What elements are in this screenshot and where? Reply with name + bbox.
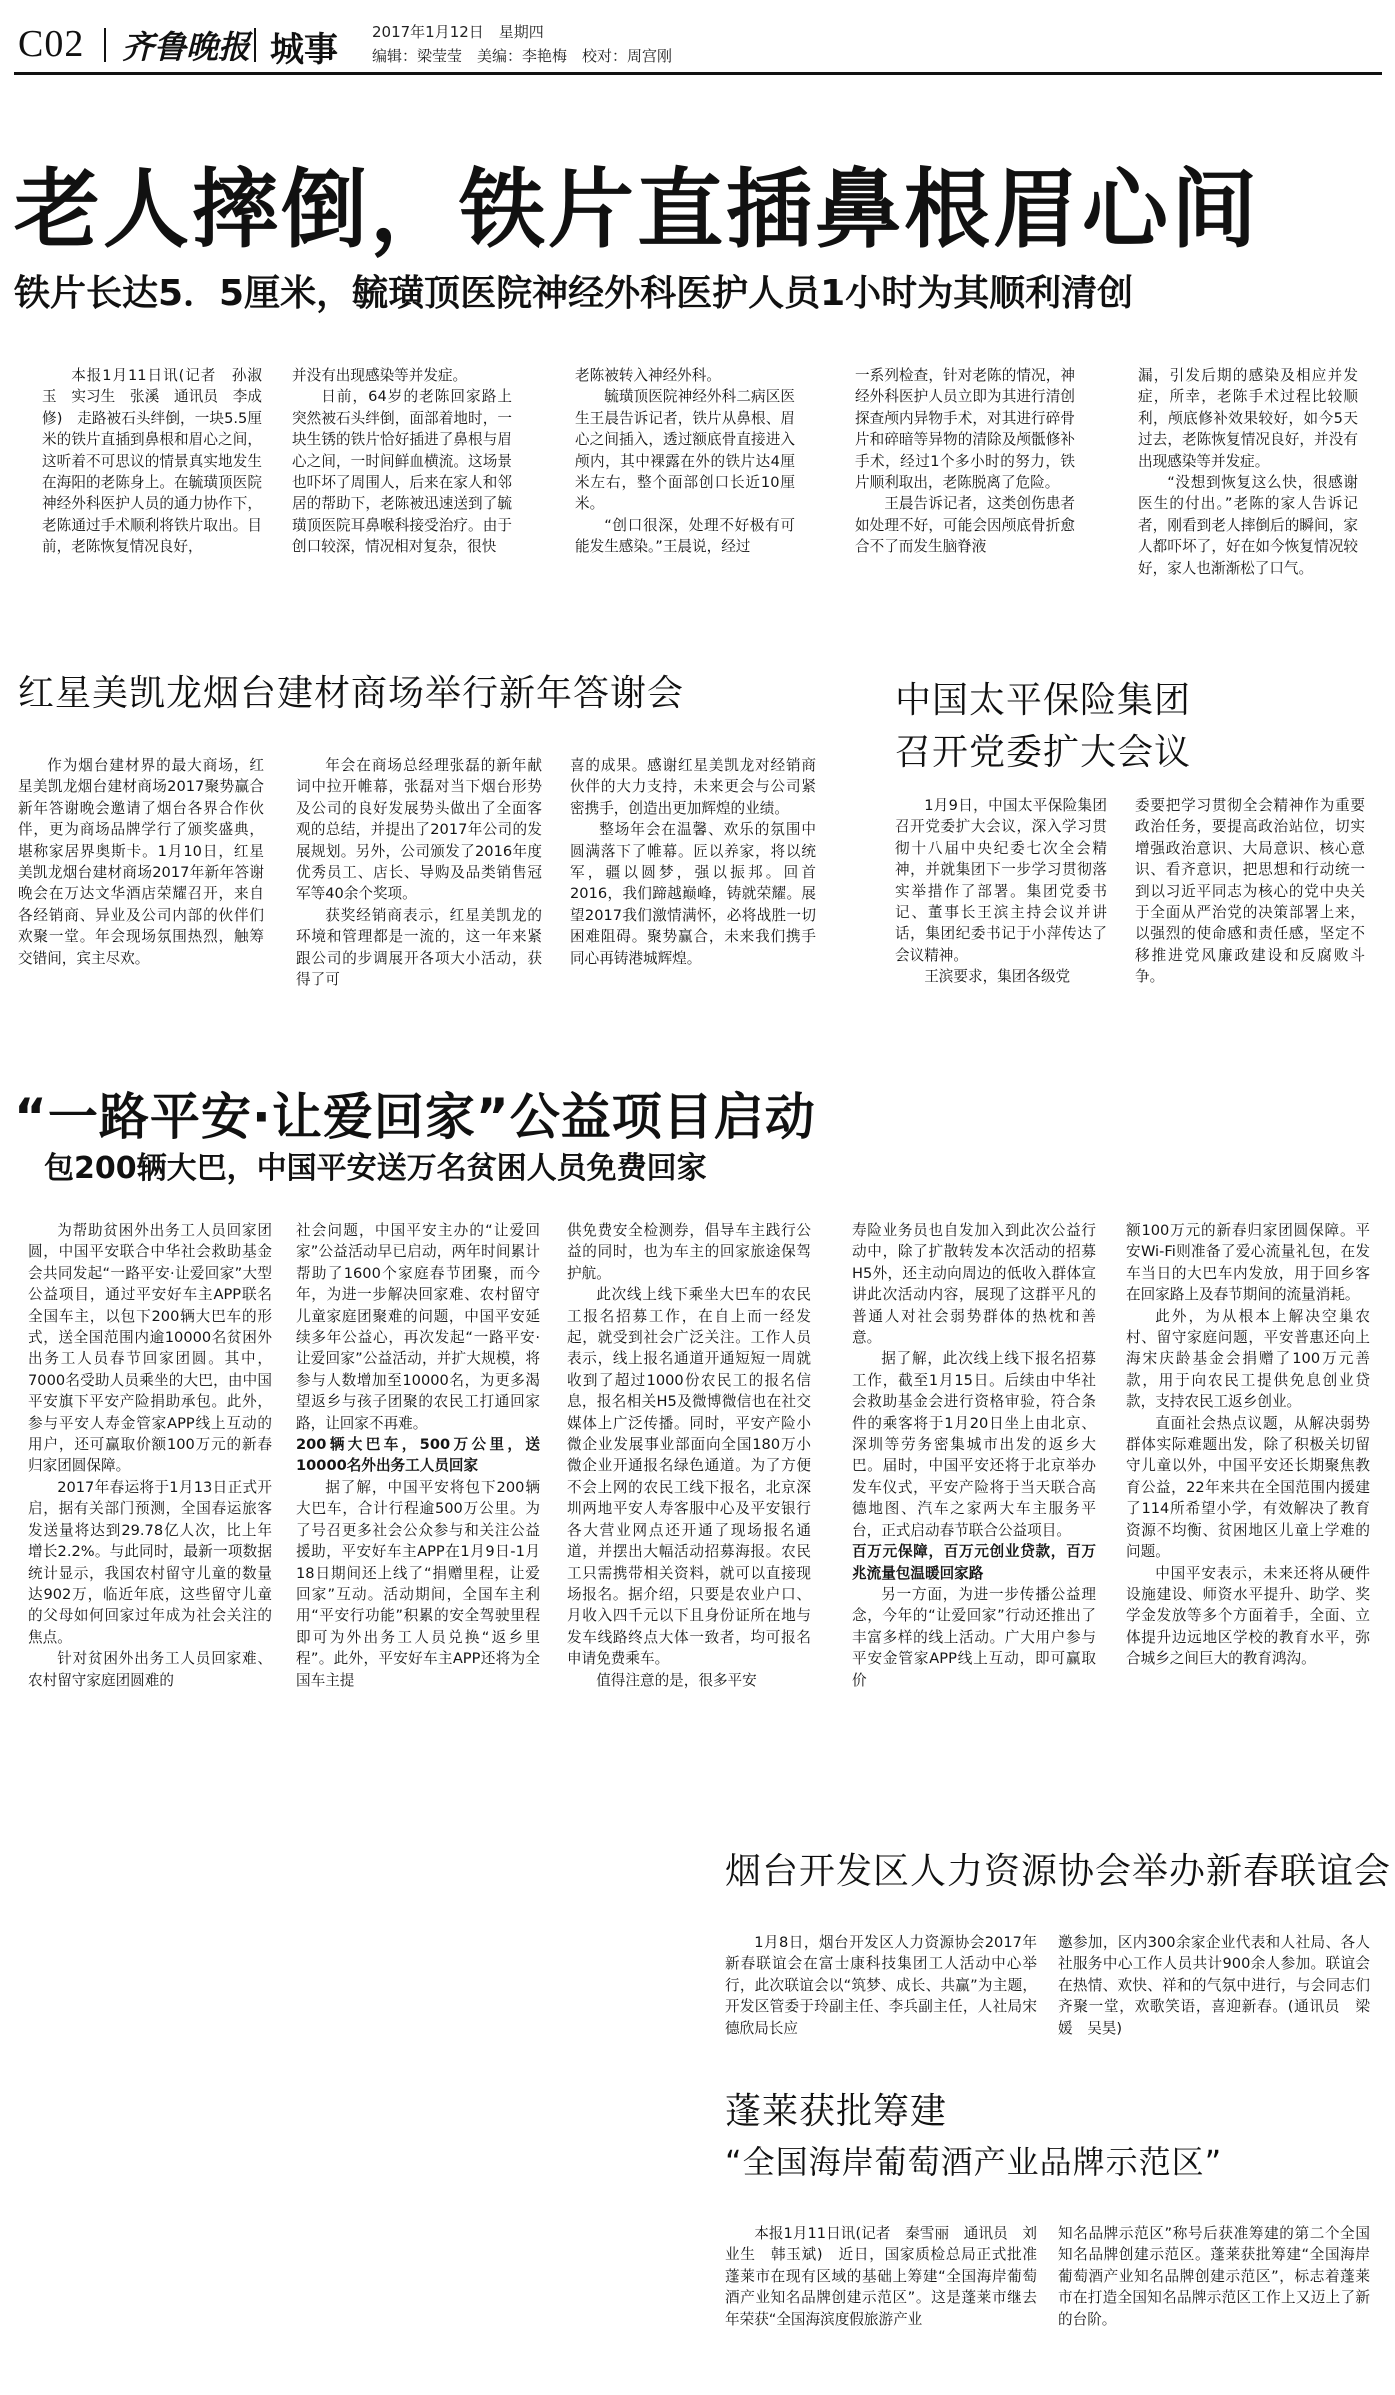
paragraph: 日前，64岁的老陈回家路上突然被石头绊倒，面部着地时，一块生锈的铁片恰好插进了鼻根与眉心之间，一时间鲜血横流。这场景也吓坏了周围人，后来在家人和邻居的帮助下，老陈被迅速送到了毓璜顶医院耳鼻喉科接受治疗。由于创口较深，情况相对复杂，很快 <box>292 388 512 556</box>
pingan-headline: “一路平安·让爱回家”公益项目启动 <box>14 1088 816 1146</box>
paragraph: 直面社会热点议题，从解决弱势群体实际难题出发，除了积极关切留守儿童以外，中国平安还长期聚焦教育公益，22年来共在全国范围内援建了114所希望小学，有效解决了教育资源不均衡、贫困地区儿童上学难的问题。 <box>1126 1414 1370 1561</box>
taiping-headline-line-1: 中国太平保险集团 <box>895 680 1192 721</box>
paragraph: 漏，引发后期的感染及相应并发症，所幸，老陈手术过程比较顺利，颅底修补效果较好，如今5天过去，老陈恢复情况良好，并没有出现感染等并发症。 <box>1138 367 1358 470</box>
taiping-column-2 <box>1135 795 1365 1078</box>
paragraph: 委要把学习贯彻全会精神作为重要政治任务，要提高政治站位，切实增强政治意识、大局意识、核心意识、看齐意识，把思想和行动统一到以习近平同志为核心的党中央关于全面从严治党的决策部署上来，以强烈的使命感和责任感，坚定不移推进党风廉政建设和反腐败斗争。 <box>1135 797 1365 986</box>
paragraph: 1月8日，烟台开发区人力资源协会2017年新春联谊会在富士康科技集团工人活动中心举行，此次联谊会以“筑梦、成长、共赢”为主题，开发区管委于玲副主任、李兵副主任，人社局宋德欣局长应 <box>725 1934 1037 2037</box>
page-number: C02 <box>18 23 85 65</box>
lead-column-4 <box>855 365 1075 601</box>
paragraph: 并没有出现感染等并发症。 <box>292 367 468 384</box>
taiping-column-1 <box>895 795 1107 1078</box>
header-divider <box>104 28 106 62</box>
hongxing-column-2 <box>296 755 542 1080</box>
paragraph: 2017年春运将于1月13日正式开启，据有关部门预测，全国春运旅客发送量将达到29.78亿人次，比上年增长2.2%。与此同时，最新一项数据统计显示，我国农村留守儿童的数量达902万，临近年底，这些留守儿童的父母如何回家过年成为社会关注的焦点。 <box>28 1478 272 1646</box>
penglai-headline: 蓬莱获批筹建 <box>725 2091 948 2132</box>
paragraph: 喜的成果。感谢红星美凯龙对经销商伙伴的大力支持，未来更会与公司紧密携手，创造出更加辉煌的业绩。 <box>570 757 816 817</box>
paragraph: 此外，为从根本上解决空巢农村、留守家庭问题，平安普惠还向上海宋庆龄基金会捐赠了100万元善款，用于向农民工提供免息创业贷款，支持农民工返乡创业。 <box>1126 1307 1370 1411</box>
taiping-headline <box>895 675 1191 779</box>
kaifa-headline: 烟台开发区人力资源协会举办新春联谊会 <box>725 1851 1392 1892</box>
pingan-subheadline: 包200辆大巴，中国平安送万名贫困人员免费回家 <box>44 1151 707 1186</box>
lead-column-1 <box>42 365 262 601</box>
paragraph: 毓璜顶医院神经外科二病区医生王晨告诉记者，铁片从鼻根、眉心之间插入，透过额底骨直接进入颅内，其中裸露在外的铁片达4厘米左右，整个面部创口长近10厘米。 <box>575 388 795 513</box>
issue-meta <box>372 20 672 68</box>
paragraph: 据了解，此次线上线下报名招募工作，截至1月15日。后续由中华社会救助基金会进行资格审验，符合条件的乘客将于1月20日坐上由北京、深圳等劳务密集城市出发的返乡大巴。届时，中国平安还将于北京举办发车仪式，平安产险将于当天联合高德地图、汽车之家两大车主服务平台，正式启动春节联合公益项目。 <box>852 1350 1096 1539</box>
paragraph: 寿险业务员也自发加入到此次公益行动中，除了扩散转发本次活动的招募H5外，还主动向周边的低收入群体宣讲此次活动内容，展现了这群平凡的普通人对社会弱势群体的热枕和善意。 <box>852 1222 1096 1347</box>
hongxing-column-1 <box>18 755 264 1080</box>
penglai-column-2 <box>1058 2223 1370 2373</box>
paragraph: 针对贫困外出务工人员回家难、农村留守家庭团圆难的 <box>28 1650 272 1689</box>
pingan-column-4 <box>852 1220 1096 1810</box>
paragraph: 供免费安全检测券，倡导车主践行公益的同时，也为车主的回家旅途保驾护航。 <box>567 1222 811 1282</box>
penglai-column-1 <box>725 2223 1037 2373</box>
paragraph: 本报1月11日讯(记者 孙淑玉 实习生 张溪 通讯员 李成修) 走路被石头绊倒，一块5.5厘米的铁片直插到鼻根和眉心之间，这听着不可思议的情景真实地发生在海阳的老陈身上。在毓璜顶医院神经外科医护人员的通力协作下，老陈通过手术顺利将铁片取出。目前，老陈恢复情况良好， <box>42 367 262 556</box>
hongxing-headline: 红星美凯龙烟台建材商场举行新年答谢会 <box>18 673 685 714</box>
pingan-column-2 <box>296 1220 540 1810</box>
pingan-column-3 <box>567 1220 811 1810</box>
section-subhead: 百万元保障，百万元创业贷款，百万兆流量包温暖回家路 <box>852 1543 1096 1582</box>
paragraph: 值得注意的是，很多平安 <box>596 1671 757 1689</box>
kaifa-column-1 <box>725 1932 1037 2082</box>
paragraph: 知名品牌示范区”称号后获准筹建的第二个全国知名品牌创建示范区。蓬莱获批筹建“全国海岸葡萄酒产业知名品牌创建示范区”，标志着蓬莱市在打造全国知名品牌示范区工作上又迈上了新的台阶。 <box>1058 2225 1370 2328</box>
hongxing-column-3 <box>570 755 816 1080</box>
paragraph: 中国平安表示，未来还将从硬件设施建设、师资水平提升、助学、奖学金发放等多个方面着手，全面、立体提升边远地区学校的教育水平，弥合城乡之间巨大的教育鸿沟。 <box>1126 1564 1370 1668</box>
paragraph: 邀参加，区内300余家企业代表和人社局、各人社服务中心工作人员共计900余人参加。联谊会在热情、欢快、祥和的气氛中进行，与会同志们齐聚一堂，欢歌笑语，喜迎新春。(通讯员 梁媛 吴昊) <box>1058 1934 1370 2037</box>
paragraph: 额100万元的新春归家团圆保障。平安Wi-Fi则准备了爱心流量礼包，在发车当日的大巴车内发放，用于回乡客在回家路上及春节期间的流量消耗。 <box>1126 1222 1370 1304</box>
lead-headline: 老人摔倒，铁片直插鼻根眉心间 <box>14 160 1260 260</box>
paragraph: 为帮助贫困外出务工人员回家团圆，中国平安联合中华社会救助基金会共同发起“一路平安·让爱回家”大型公益项目，通过平安好车主APP联名全国车主，以包下200辆大巴车的形式，送全国范围内逾10000名贫困外出务工人员春节回家团圆。其中，7000名受助人员乘坐的大巴，由中国平安旗下平安产险捐助承包。此外，参与平安人寿金管家APP线上互动的用户，还可赢取价额100万元的新春归家团圆保障。 <box>28 1222 272 1475</box>
paragraph: 社会问题，中国平安主办的“让爱回家”公益活动早已启动，两年时间累计帮助了1600个家庭春节团聚，而今年，为进一步解决回家难、农村留守儿童家庭团聚难的问题，中国平安延续多年公益心，再次发起“一路平安·让爱回家”公益活动，并扩大规模，将参与人数增加至10000名，为更多渴望返乡与孩子团聚的农民工打通回家路，让回家不再难。 <box>296 1222 540 1432</box>
section-subhead: 200辆大巴车，500万公里，送10000名外出务工人员回家 <box>296 1436 540 1475</box>
paragraph: 据了解，中国平安将包下200辆大巴车，合计行程逾500万公里。为了号召更多社会公众参与和关注公益援助，平安好车主APP在1月9日-1月18日期间还上线了“捐赠里程，让爱回家”互动。活动期间，全国车主利用“平安行功能”积累的安全驾驶里程即可为外出务工人员兑换“返乡里程”。此外，平安好车主APP还将为全国车主提 <box>296 1478 540 1689</box>
paragraph: 年会在商场总经理张磊的新年献词中拉开帷幕，张磊对当下烟台形势及公司的良好发展势头做出了全面客观的总结，并提出了2017年公司的发展规划。另外，公司颁发了2016年度优秀员工、店长、导购及品类销售冠军等40余个奖项。 <box>296 757 542 903</box>
paragraph: 本报1月11日讯(记者 秦雪丽 通讯员 刘业生 韩玉斌) 近日，国家质检总局正式批准蓬莱市在现有区域的基础上筹建“全国海岸葡萄酒产业知名品牌创建示范区”。这是蓬莱市继去年荣获“全国海滨度假旅游产业 <box>725 2225 1037 2328</box>
header-rule <box>14 72 1382 75</box>
paragraph: 此次线上线下乘坐大巴车的农民工报名招募工作，在自上而一经发起，就受到社会广泛关注。工作人员表示，线上报名通道开通短短一周就收到了超过1000份农民工的报名信息，报名相关H5及微博微信也在社交媒体上广泛传播。同时，平安产险小微企业发展事业部面向全国180万小微企业开通报名绿色通道。为了方便不会上网的农民工线下报名，北京深圳两地平安人寿客服中心及平安银行各大营业网点还开通了现场报名通道，并摆出大幅活动招募海报。农民工只需携带相关资料，就可以直接现场报名。据介绍，只要是农业户口、月收入四千元以下且身份证所在地与发车线路终点大体一致者，均可报名申请免费乘车。 <box>567 1286 811 1668</box>
newspaper-logo: 齐鲁晚报 <box>122 28 251 66</box>
paragraph: 整场年会在温馨、欢乐的氛围中圆满落下了帷幕。匠以养家，将以统军，疆以圆梦，强以振邦。回首2016，我们蹄越巅峰，铸就荣耀。展望2017我们激情满怀，必将战胜一切困难阻碍。聚势赢合，未来我们携手同心再铸港城辉煌。 <box>570 821 816 967</box>
paragraph: “没想到恢复这么快，很感谢医生的付出。”老陈的家人告诉记者，刚看到老人摔倒后的瞬间，家人都吓坏了，好在如今恢复情况较好，家人也渐渐松了口气。 <box>1138 474 1358 577</box>
lead-column-2 <box>292 365 512 601</box>
penglai-subheadline: “全国海岸葡萄酒产业品牌示范区” <box>725 2143 1223 2181</box>
lead-column-3 <box>575 365 795 601</box>
lead-subheadline: 铁片长达5．5厘米，毓璜顶医院神经外科医护人员1小时为其顺利清创 <box>14 273 1134 314</box>
paragraph: 王晨告诉记者，这类创伤患者如处理不好，可能会因颅底骨折愈合不了而发生脑脊液 <box>855 495 1075 556</box>
header-divider <box>254 28 256 62</box>
issue-date: 2017年1月12日 星期四 <box>372 23 544 41</box>
paragraph: 另一方面，为进一步传播公益理念，今年的“让爱回家”行动还推出了丰富多样的线上活动。广大用户参与平安金管家APP线上互动，即可赢取价 <box>852 1585 1096 1689</box>
paragraph: 王滨要求，集团各级党 <box>924 968 1071 986</box>
pingan-column-5 <box>1126 1220 1370 1810</box>
pingan-column-1 <box>28 1220 272 1810</box>
section-name: 城事 <box>270 30 338 70</box>
kaifa-column-2 <box>1058 1932 1370 2082</box>
paragraph: 1月9日，中国太平保险集团召开党委扩大会议，深入学习贯彻十八届中央纪委七次全会精神，并就集团下一步学习贯彻落实举措作了部署。集团党委书记、董事长王滨主持会议并讲话，集团纪委书记于小萍传达了会议精神。 <box>895 797 1107 964</box>
paragraph: 老陈被转入神经外科。 <box>575 367 721 384</box>
paragraph: 一系列检查，针对老陈的情况，神经外科医护人员立即为其进行清创探查颅内异物手术，对其进行碎骨片和碎暗等异物的清除及颅骶修补手术，经过1个多小时的努力，铁片顺利取出，老陈脱离了危险。 <box>855 367 1075 492</box>
taiping-headline-line-2: 召开党委扩大会议 <box>895 732 1192 773</box>
paragraph: 获奖经销商表示，红星美凯龙的环境和管理都是一流的，这一年来紧跟公司的步调展开各项大小活动，获得了可 <box>296 906 542 989</box>
paragraph: 作为烟台建材界的最大商场，红星美凯龙烟台建材商场2017聚势赢合新年答谢晚会邀请了烟台各界合作伙伴，更为商场品牌学行了颁奖盛典，堪称家居界奥斯卡。1月10日，红星美凯龙烟台建材商场2017年新年答谢晚会在万达文华酒店荣耀召开，来自各经销商、异业及公司内部的伙伴们欢聚一堂。年会现场氛围热烈，触筹交错间，宾主尽欢。 <box>18 757 264 967</box>
lead-column-5 <box>1138 365 1358 601</box>
paragraph: “创口很深，处理不好极有可能发生感染。”王晨说，经过 <box>575 516 795 556</box>
editor-credits: 编辑：梁莹莹 美编：李艳梅 校对：周宫刚 <box>372 47 673 65</box>
